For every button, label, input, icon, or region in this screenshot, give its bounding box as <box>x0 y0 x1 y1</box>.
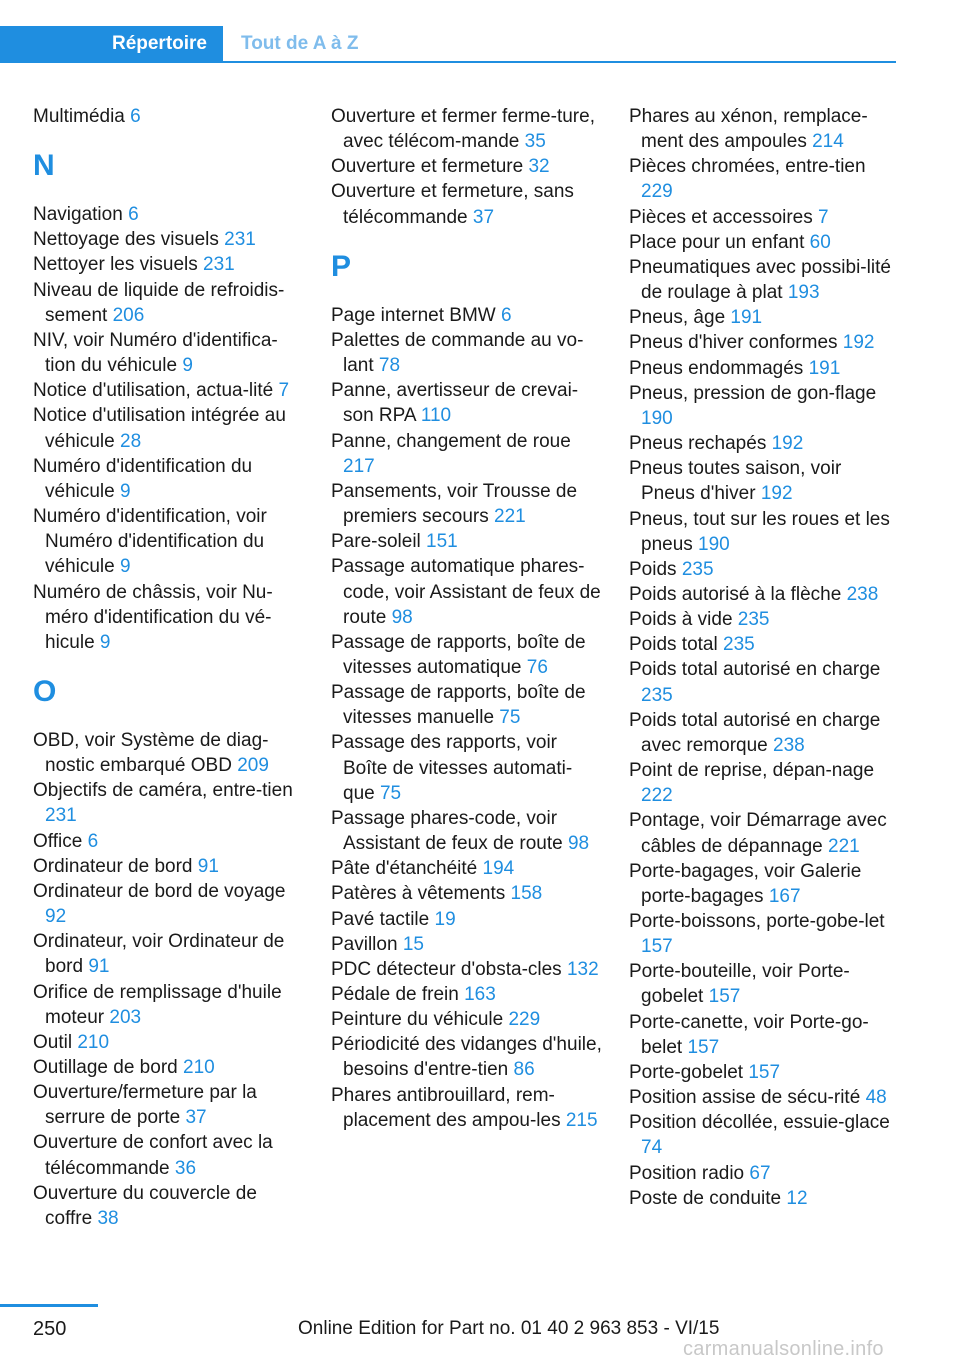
entry-text: Pontage, voir Démarrage avec câbles de dépannage <box>629 810 887 857</box>
entry-text: Outillage de bord <box>33 1057 183 1078</box>
page-link[interactable]: 210 <box>183 1057 215 1078</box>
section-letter: P <box>331 249 352 283</box>
page-link[interactable]: 229 <box>508 1009 541 1031</box>
entry-text: Pneus toutes saison, voir Pneus d'hiver <box>629 458 842 505</box>
entry-text: Pièces et accessoires <box>629 206 819 228</box>
index-entry <box>33 504 305 579</box>
index-entry <box>33 829 305 854</box>
entry-text: Ouverture et fermer ferme-ture, avec télécom-mande <box>331 106 595 153</box>
page-link[interactable]: 86 <box>513 1059 535 1081</box>
entry-text: Ouverture et fermeture, sans télécommande <box>331 181 574 228</box>
index-entry <box>33 728 305 778</box>
page-link[interactable]: 235 <box>723 634 755 656</box>
entry-text: Office <box>33 830 88 852</box>
index-entry <box>331 328 603 378</box>
page-link[interactable]: 235 <box>641 684 673 706</box>
page-link[interactable]: 9 <box>99 631 111 653</box>
page-link[interactable]: 6 <box>130 106 141 127</box>
page-link[interactable]: 60 <box>809 231 831 253</box>
index-entry <box>33 378 305 403</box>
index-entry <box>629 230 897 255</box>
index-entry <box>33 1181 305 1231</box>
page-link[interactable]: 37 <box>185 1107 207 1129</box>
index-entry <box>629 330 897 355</box>
page-link[interactable]: 9 <box>182 355 193 377</box>
index-entry <box>331 179 603 229</box>
entry-text: Orifice de remplissage d'huile moteur <box>33 981 282 1028</box>
entry-text: Numéro de châssis, voir Nu-méro d'identification du vé-hicule <box>33 581 273 653</box>
page-link[interactable]: 193 <box>787 282 820 304</box>
index-entry <box>33 854 305 879</box>
page-link[interactable]: 78 <box>378 355 401 377</box>
entry-text: Page internet BMW <box>331 304 502 326</box>
index-entry <box>629 959 897 1009</box>
entry-text: Porte-gobelet <box>629 1061 749 1083</box>
entry-text: Passage de rapports, boîte de vitesses automatique <box>331 631 586 678</box>
entry-text: Poids total <box>629 634 723 656</box>
page-link[interactable]: 9 <box>120 480 131 502</box>
index-entry <box>629 356 897 381</box>
page-link[interactable]: 12 <box>786 1187 808 1209</box>
page-link[interactable]: 217 <box>343 455 375 477</box>
page-link[interactable]: 167 <box>768 885 801 907</box>
index-entry <box>331 730 603 805</box>
page-link[interactable]: 231 <box>224 229 256 251</box>
page-link[interactable]: 9 <box>120 556 131 578</box>
page-link[interactable]: 38 <box>97 1207 119 1229</box>
entry-text: Passage phares-code, voir Assistant de feux de route <box>331 807 568 855</box>
page-link[interactable]: 231 <box>45 805 77 827</box>
tab-repertoire[interactable]: Répertoire <box>0 26 223 61</box>
index-entry <box>331 957 603 982</box>
page-link[interactable]: 157 <box>748 1061 781 1083</box>
entry-text: Ordinateur de bord <box>33 855 198 877</box>
index-entry <box>33 104 305 129</box>
entry-text: Navigation <box>33 204 129 226</box>
entry-text: Périodicité des vidanges d'huile, besoins d'entre-tien <box>331 1034 602 1081</box>
index-entry <box>629 859 897 909</box>
index-entry <box>33 1055 305 1080</box>
index-entry <box>331 554 603 629</box>
index-entry <box>331 881 603 906</box>
entry-text: Porte-boissons, porte-gobe-let <box>629 911 885 932</box>
page-link[interactable]: 215 <box>565 1109 598 1131</box>
index-entry <box>629 456 897 506</box>
page-link[interactable]: 6 <box>87 830 99 852</box>
entry-text: Pavé tactile <box>331 908 435 930</box>
index-entry <box>629 104 897 154</box>
page-link[interactable]: 231 <box>203 254 235 276</box>
entry-text: Panne, avertisseur de crevai-son RPA <box>331 380 579 427</box>
page-link[interactable]: 19 <box>434 908 456 930</box>
page-link[interactable]: 48 <box>865 1087 887 1109</box>
index-entry <box>629 632 897 657</box>
entry-text: Pansements, voir Trousse de premiers secours <box>331 480 578 528</box>
page-link[interactable]: 192 <box>771 433 804 455</box>
page-link[interactable]: 91 <box>197 855 219 877</box>
entry-text: Porte-bouteille, voir Porte-gobelet <box>629 961 850 1008</box>
page-link[interactable]: 28 <box>120 430 142 452</box>
index-entry <box>331 303 603 328</box>
index-entry <box>331 529 603 554</box>
entry-text: Phares antibrouillard, rem-placement des ampou-les <box>331 1084 566 1131</box>
tab-tout-de-a-a-z[interactable]: Tout de A à Z <box>241 32 359 54</box>
entry-text: Numéro d'identification, voir Numéro d'identification du véhicule <box>33 506 267 578</box>
entry-text: Pneus, pression de gon-flage <box>629 382 877 404</box>
entry-text: Poids <box>629 558 682 580</box>
entry-text: Position décollée, essuie-glace <box>629 1112 890 1134</box>
index-entry <box>331 680 603 730</box>
page-link[interactable]: 110 <box>420 405 452 427</box>
index-column-3 <box>629 104 897 1211</box>
index-entry <box>331 630 603 680</box>
entry-text: Pneus, âge <box>629 307 731 329</box>
page-link[interactable]: 98 <box>567 833 590 855</box>
page-link[interactable]: 32 <box>528 156 550 178</box>
entry-text: Poids total autorisé en charge avec remorque <box>629 709 881 756</box>
page-link[interactable]: 91 <box>88 956 110 978</box>
index-entry <box>33 454 305 504</box>
index-entry <box>629 1060 897 1085</box>
page-link[interactable]: 151 <box>426 531 458 553</box>
page-link[interactable]: 206 <box>112 304 145 326</box>
page-link[interactable]: 98 <box>391 606 413 628</box>
page-link[interactable]: 75 <box>379 782 402 804</box>
page-link[interactable]: 194 <box>482 858 515 880</box>
page-link[interactable]: 235 <box>737 609 770 631</box>
entry-text: Pneus, tout sur les roues et les pneus <box>629 508 890 555</box>
entry-text: Place pour un enfant <box>629 231 810 253</box>
index-entry <box>33 580 305 655</box>
index-entry <box>33 227 305 252</box>
entry-text: Notice d'utilisation intégrée au véhicule <box>33 405 286 452</box>
index-entry <box>629 758 897 808</box>
index-entry <box>629 708 897 758</box>
entry-text: PDC détecteur d'obsta-cles <box>331 958 567 980</box>
index-entry <box>331 856 603 881</box>
entry-text: Pâte d'étanchéité <box>331 858 483 880</box>
footer-rule <box>0 1304 98 1307</box>
entry-text: Ordinateur de bord de voyage <box>33 880 286 902</box>
index-entry <box>629 657 897 707</box>
index-entry <box>629 909 897 959</box>
page-number: 250 <box>33 1318 67 1340</box>
page-link[interactable]: 222 <box>641 785 673 807</box>
index-entry <box>629 305 897 330</box>
entry-text: Panne, changement de roue <box>331 430 571 452</box>
page-link[interactable]: 7 <box>818 206 829 228</box>
page-link[interactable]: 229 <box>641 181 673 203</box>
index-entry <box>331 806 603 856</box>
entry-text: Passage automatique phares-code, voir Assistant de feux de route <box>331 556 601 628</box>
page-link[interactable]: 158 <box>510 883 543 905</box>
entry-text: Niveau de liquide de refroidis-sement <box>33 279 285 326</box>
index-entry <box>629 1010 897 1060</box>
page-link[interactable]: 37 <box>472 206 495 228</box>
entry-text: Pneus d'hiver conformes <box>629 332 843 354</box>
page-link[interactable]: 235 <box>681 558 714 580</box>
header-tabbar <box>0 26 896 63</box>
index-entry <box>629 1161 897 1186</box>
page-link[interactable]: 163 <box>464 984 496 1005</box>
page-link[interactable]: 192 <box>760 483 793 505</box>
page-link[interactable]: 6 <box>501 304 512 326</box>
entry-text: Pavillon <box>331 933 403 955</box>
page-link[interactable]: 191 <box>808 357 841 379</box>
page-link[interactable]: 192 <box>842 332 875 354</box>
index-entry <box>331 1007 603 1032</box>
entry-text: Notice d'utilisation, actua-lité <box>33 380 279 402</box>
entry-text: Porte-bagages, voir Galerie porte-bagages <box>629 860 862 907</box>
index-entry <box>331 378 603 428</box>
entry-text: Multimédia <box>33 106 131 127</box>
page-link[interactable]: 203 <box>109 1006 142 1028</box>
page-link[interactable]: 6 <box>128 204 139 226</box>
index-entry <box>629 607 897 632</box>
page-link[interactable]: 74 <box>641 1137 663 1159</box>
page-link[interactable]: 210 <box>77 1031 110 1053</box>
index-entry <box>33 252 305 277</box>
index-entry <box>331 932 603 957</box>
index-entry <box>33 1080 305 1130</box>
entry-text: Numéro d'identification du véhicule <box>33 455 253 502</box>
index-entry <box>33 278 305 328</box>
page-link[interactable]: 238 <box>773 734 805 756</box>
entry-text: Patères à vêtements <box>331 883 511 905</box>
index-entry <box>33 1130 305 1180</box>
index-entry <box>629 557 897 582</box>
entry-text: Pièces chromées, entre-tien <box>629 156 866 178</box>
page-link[interactable]: 190 <box>641 407 673 429</box>
page-link[interactable]: 238 <box>846 583 879 605</box>
page-link[interactable]: 157 <box>641 936 673 958</box>
entry-text: Passage des rapports, voir Boîte de vitesses automati-que <box>331 732 573 804</box>
index-entry <box>33 879 305 929</box>
index-entry <box>33 328 305 378</box>
page-link[interactable]: 191 <box>730 307 763 329</box>
index-entry <box>331 154 603 179</box>
page-link[interactable]: 67 <box>749 1162 771 1184</box>
entry-text: Pare-soleil <box>331 531 427 553</box>
index-entry <box>331 907 603 932</box>
index-entry <box>331 1032 603 1082</box>
index-entry <box>629 1085 897 1110</box>
entry-text: Ouverture et fermeture <box>331 156 529 178</box>
entry-text: Objectifs de caméra, entre-tien <box>33 780 293 802</box>
page-link[interactable]: 221 <box>828 835 860 857</box>
entry-text: Poids à vide <box>629 609 738 631</box>
page-link[interactable]: 35 <box>524 131 546 153</box>
entry-text: OBD, voir Système de diag-nostic embarqué OBD <box>33 729 269 777</box>
entry-text: Outil <box>33 1031 78 1053</box>
page-link[interactable]: 214 <box>812 131 844 153</box>
index-entry <box>331 429 603 479</box>
index-entry <box>33 403 305 453</box>
entry-text: Ouverture/fermeture par la serrure de porte <box>33 1082 257 1129</box>
entry-text: Position radio <box>629 1162 750 1184</box>
entry-text: Ordinateur, voir Ordinateur de bord <box>33 931 285 978</box>
index-entry <box>33 980 305 1030</box>
page-link[interactable]: 221 <box>494 506 526 528</box>
index-entry <box>33 202 305 227</box>
entry-text: Passage de rapports, boîte de vitesses manuelle <box>331 682 586 729</box>
entry-text: Poste de conduite <box>629 1187 787 1209</box>
entry-text: Pneumatiques avec possibi-lité de roulage à plat <box>629 256 891 304</box>
section-letter: N <box>33 149 55 183</box>
edition-note: Online Edition for Part no. 01 40 2 963 853 - VI/15 <box>298 1318 720 1339</box>
index-entry <box>629 381 897 431</box>
entry-text: Nettoyage des visuels <box>33 229 225 251</box>
page-link[interactable]: 209 <box>237 755 269 777</box>
index-entry <box>629 582 897 607</box>
index-entry <box>629 205 897 230</box>
entry-text: Peinture du véhicule <box>331 1009 509 1031</box>
entry-text: Porte-canette, voir Porte-go-belet <box>629 1011 869 1058</box>
page-link[interactable]: 7 <box>278 380 290 402</box>
watermark: carmanualsonline.info <box>683 1338 884 1360</box>
index-entry <box>33 929 305 979</box>
index-entry <box>33 778 305 828</box>
page-link[interactable]: 92 <box>45 906 67 928</box>
entry-text: Nettoyer les visuels <box>33 254 204 276</box>
index-column-1 <box>33 104 305 1231</box>
page-link[interactable]: 76 <box>526 656 548 678</box>
entry-text: Poids autorisé à la flèche <box>629 583 847 605</box>
index-entry <box>629 1110 897 1160</box>
section-letter: O <box>33 674 57 708</box>
entry-text: Pédale de frein <box>331 984 465 1005</box>
page-link[interactable]: 190 <box>698 533 730 555</box>
index-entry <box>331 104 603 154</box>
index-entry <box>629 808 897 858</box>
index-entry <box>33 1030 305 1055</box>
index-entry <box>629 431 897 456</box>
entry-text: Ouverture du couvercle de coffre <box>33 1182 257 1229</box>
page-link[interactable]: 157 <box>708 986 741 1008</box>
page-link[interactable]: 132 <box>566 958 599 980</box>
index-column-2 <box>331 104 603 1133</box>
entry-text: Ouverture de confort avec la télécommande <box>33 1132 273 1179</box>
index-entry <box>629 154 897 204</box>
page-link[interactable]: 15 <box>402 933 424 955</box>
entry-text: Phares au xénon, remplace-ment des ampoules <box>629 106 868 153</box>
index-entry <box>629 255 897 305</box>
entry-text: Point de reprise, dépan-nage <box>629 760 875 782</box>
entry-text: Palettes de commande au vo-lant <box>331 329 584 377</box>
entry-text: Pneus endommagés <box>629 357 809 379</box>
entry-text: Poids total autorisé en charge <box>629 659 881 681</box>
index-entry <box>331 1083 603 1133</box>
index-entry <box>629 507 897 557</box>
index-entry <box>331 982 603 1007</box>
entry-text: Position assise de sécu-rité <box>629 1087 866 1109</box>
page-link[interactable]: 157 <box>687 1036 720 1058</box>
index-entry <box>331 479 603 529</box>
page-link[interactable]: 36 <box>174 1157 197 1179</box>
index-entry <box>629 1186 897 1211</box>
entry-text: Pneus rechapés <box>629 433 772 455</box>
entry-text: NIV, voir Numéro d'identifica-tion du véhicule <box>33 329 278 377</box>
page-link[interactable]: 75 <box>499 707 521 729</box>
